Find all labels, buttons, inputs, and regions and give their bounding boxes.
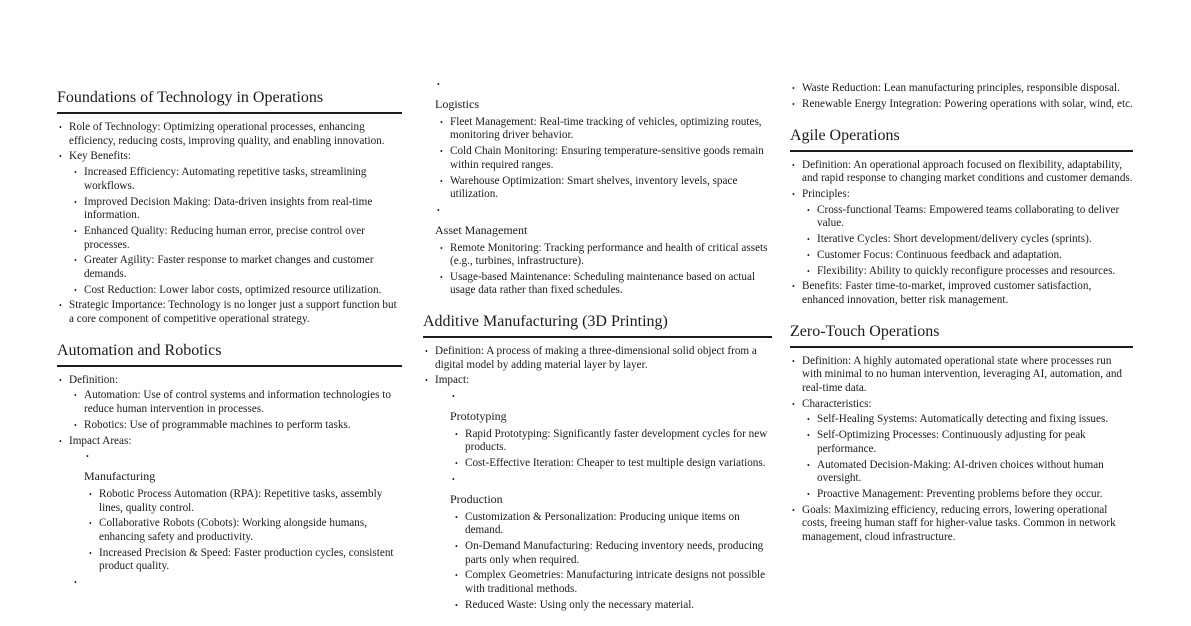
bullet-icon: • [440,147,443,157]
list-item [57,374,402,433]
list-item-text [84,576,87,588]
bullet-icon: • [74,226,77,236]
list-item-text: Robotics: Use of programmable machines to perform tasks. [84,418,351,431]
list-item-text: Self-Healing Systems: Automatically detecting and fixing issues. [817,413,1109,426]
list-item [790,398,1133,502]
list-item-text: Flexibility: Ability to quickly reconfigure processes and resources. [817,264,1116,277]
bullet-icon: • [807,431,810,441]
list-group [438,473,772,612]
list-item-text: Fleet Management: Real-time tracking of vehicles, optimizing routes, monitoring driver behavior. [450,115,762,142]
list-item-text: Customization & Personalization: Producing unique items on demand. [465,510,740,537]
bullet-icon: • [807,235,810,245]
list-item-text: Definition: An operational approach focused on flexibility, adaptability, and rapid response to changing market conditions and customer demands. [802,158,1133,185]
empty-bullet-line [450,390,772,404]
bullet-list [438,116,772,202]
bullet-list [423,78,772,298]
list-item [805,233,1133,247]
list-item [438,175,772,202]
list-item-text: Impact: [435,374,470,387]
bullet-icon: • [59,436,62,446]
list-item [805,265,1133,279]
bullet-icon: • [807,250,810,260]
list-item [453,511,772,538]
bullet-icon: • [59,375,62,385]
list-item [453,457,772,471]
list-item [790,504,1133,545]
bullet-icon: • [455,459,458,469]
list-item [423,374,772,612]
list-item [790,188,1133,278]
bullet-icon: • [86,452,89,462]
list-item [438,242,772,269]
bullet-icon: • [792,356,795,366]
list-item-text: Definition: [69,373,119,386]
section-heading: Additive Manufacturing (3D Printing) [423,312,772,338]
bullet-icon: • [74,197,77,207]
list-item [790,82,1133,96]
bullet-list [87,488,402,574]
bullet-icon: • [89,489,92,499]
list-item [453,428,772,455]
section-heading: Agile Operations [790,126,1133,152]
bullet-icon: • [792,160,795,170]
list-item-text: Key Benefits: [69,150,131,163]
bullet-icon: • [74,578,77,588]
bullet-icon: • [74,256,77,266]
list-item [805,429,1133,456]
bullet-icon: • [792,399,795,409]
list-item [438,145,772,172]
list-item [453,599,772,613]
list-item [453,540,772,567]
bullet-list [72,389,402,432]
bullet-icon: • [792,282,795,292]
bullet-icon: • [59,152,62,162]
list-item-text: Improved Decision Making: Data-driven insights from real-time information. [84,195,373,222]
bullet-icon: • [455,512,458,522]
bullet-icon: • [59,123,62,132]
list-item [72,389,402,416]
bullet-icon: • [792,189,795,199]
list-item-text: Definition: A highly automated operational state where processes run with minimal to no human intervention, leveraging AI, automation, and real-time data. [802,354,1123,394]
document-column-2 [423,76,772,614]
bullet-icon: • [440,176,443,186]
list-item-text: Automated Decision-Making: AI-driven choices without human oversight. [817,458,1104,485]
section-heading: Zero-Touch Operations [790,322,1133,348]
bullet-icon: • [455,600,458,610]
bullet-icon: • [74,285,77,295]
list-item-text: Principles: [802,187,850,200]
bullet-list [790,159,1133,308]
list-item [72,254,402,281]
list-item-text: Remote Monitoring: Tracking performance and health of critical assets (e.g., turbines, infrastructure). [450,241,768,268]
bullet-list [438,242,772,299]
bullet-icon: • [452,474,455,484]
list-item-text: Waste Reduction: Lean manufacturing principles, responsible disposal. [802,82,1120,95]
list-item-text: Proactive Management: Preventing problems before they occur. [817,487,1103,500]
empty-bullet-line [84,450,402,464]
group-title: Asset Management [435,222,528,237]
bullet-icon: • [59,301,62,311]
list-item-text: Increased Efficiency: Automating repetitive tasks, streamlining workflows. [84,166,367,192]
empty-bullet-line [435,204,772,218]
bullet-icon: • [74,420,77,430]
list-item [453,569,772,596]
bullet-list [57,374,402,590]
bullet-icon: • [455,429,458,439]
list-item [790,280,1133,307]
bullet-icon: • [807,415,810,425]
list-item [87,517,402,544]
bullet-list [790,82,1133,111]
list-item-text: Automation: Use of control systems and information technologies to reduce human intervention in processes. [84,389,391,415]
bullet-icon: • [807,266,810,276]
list-item-text: Goals: Maximizing efficiency, reducing errors, lowering operational costs, freeing human staff for higher-value tasks. Common in network management, cloud infrastructure. [802,503,1116,543]
list-group [438,390,772,471]
list-item [790,159,1133,186]
bullet-icon: • [440,117,443,127]
list-group [423,204,772,298]
bullet-icon: • [425,347,428,357]
bullet-icon: • [440,272,443,282]
list-item [87,547,402,574]
list-item-text: Collaborative Robots (Cobots): Working alongside humans, enhancing safety and productivity. [99,517,367,543]
bullet-icon: • [89,519,92,529]
list-item [805,413,1133,427]
bullet-list [423,345,772,612]
list-item-text: Greater Agility: Faster response to market changes and customer demands. [84,254,374,280]
list-item-text: Complex Geometries: Manufacturing intricate designs not possible with traditional methods. [465,569,766,595]
list-item [805,204,1133,231]
bullet-icon: • [74,391,77,401]
bullet-list [790,355,1133,545]
list-item-text: Definition: A process of making a three-dimensional solid object from a digital model by adding material layer by layer. [435,345,757,371]
bullet-list [438,390,772,612]
bullet-icon: • [89,548,92,558]
list-item [57,150,402,297]
list-item-text: Role of Technology: Optimizing operational processes, enhancing efficiency, reducing costs, improving quality, and enabling innovation. [69,121,385,147]
bullet-icon: • [437,80,440,90]
document-column-1 [57,88,402,592]
empty-bullet-item [72,576,402,590]
group-title: Production [450,491,503,506]
bullet-icon: • [425,376,428,386]
bullet-list [453,428,772,471]
bullet-icon: • [792,99,795,109]
list-item-text: Impact Areas: [69,434,132,447]
list-item-text: Increased Precision & Speed: Faster production cycles, consistent product quality. [99,546,394,573]
list-item-text: Renewable Energy Integration: Powering operations with solar, wind, etc. [802,97,1133,110]
bullet-list [453,511,772,613]
list-item [438,116,772,143]
group-title: Logistics [435,96,479,111]
empty-bullet-line [435,78,772,92]
list-item [423,345,772,372]
list-item [805,459,1133,486]
bullet-icon: • [455,541,458,551]
list-item [87,488,402,515]
bullet-icon: • [440,243,443,253]
list-item-text: Iterative Cycles: Short development/delivery cycles (sprints). [817,233,1092,246]
list-item [72,419,402,433]
section-heading: Automation and Robotics [57,341,402,367]
document-column-3 [790,80,1133,547]
list-item-text: Self-Optimizing Processes: Continuously adjusting for peak performance. [817,429,1086,455]
bullet-icon: • [792,505,795,515]
list-item [72,225,402,252]
list-item [57,121,402,148]
group-title: Prototyping [450,408,507,423]
bullet-icon: • [807,460,810,470]
list-item [438,271,772,298]
list-item [72,284,402,298]
bullet-list [805,204,1133,279]
bullet-icon: • [74,168,77,178]
list-item-text: Usage-based Maintenance: Scheduling maintenance based on actual usage data rather than fixed schedules. [450,270,756,297]
bullet-list [72,450,402,589]
list-item-text: Warehouse Optimization: Smart shelves, inventory levels, space utilization. [450,174,738,201]
list-item-text: Characteristics: [802,397,872,410]
list-group [423,78,772,202]
bullet-icon: • [792,84,795,94]
list-item-text: Benefits: Faster time-to-market, improved customer satisfaction, enhanced innovation, better risk management. [802,280,1092,307]
list-item-text: Rapid Prototyping: Significantly faster development cycles for new products. [465,427,768,454]
bullet-icon: • [807,205,810,215]
bullet-icon: • [807,489,810,499]
bullet-list [72,166,402,297]
list-item-text: Cross-functional Teams: Empowered teams collaborating to deliver value. [817,203,1120,230]
list-item-text: Strategic Importance: Technology is no longer just a support function but a core component of competitive operational strategy. [69,299,397,326]
list-item [57,435,402,590]
list-item-text: Enhanced Quality: Reducing human error, precise control over processes. [84,224,366,251]
list-item-text: Robotic Process Automation (RPA): Repetitive tasks, assembly lines, quality control. [99,487,383,514]
list-item [805,249,1133,263]
bullet-icon: • [452,392,455,402]
list-item-text: Cost-Effective Iteration: Cheaper to test multiple design variations. [465,457,766,470]
list-item-text: Cost Reduction: Lower labor costs, optimized resource utilization. [84,283,382,296]
empty-bullet-line [450,473,772,487]
list-item [72,196,402,223]
group-title: Manufacturing [84,468,156,483]
list-item [790,98,1133,112]
list-group [72,450,402,574]
list-item-text: Reduced Waste: Using only the necessary material. [465,598,695,611]
bullet-icon: • [437,205,440,215]
list-item-text: On-Demand Manufacturing: Reducing inventory needs, producing parts only when required. [465,539,764,566]
section-heading: Foundations of Technology in Operations [57,88,402,114]
list-item [790,355,1133,396]
list-item-text: Customer Focus: Continuous feedback and adaptation. [817,248,1062,261]
bullet-list [57,121,402,327]
list-item-text: Cold Chain Monitoring: Ensuring temperature-sensitive goods remain within required ranges. [450,145,764,171]
list-item [72,166,402,193]
bullet-list [805,413,1133,501]
bullet-icon: • [455,571,458,581]
list-item [57,299,402,326]
list-item [805,488,1133,502]
